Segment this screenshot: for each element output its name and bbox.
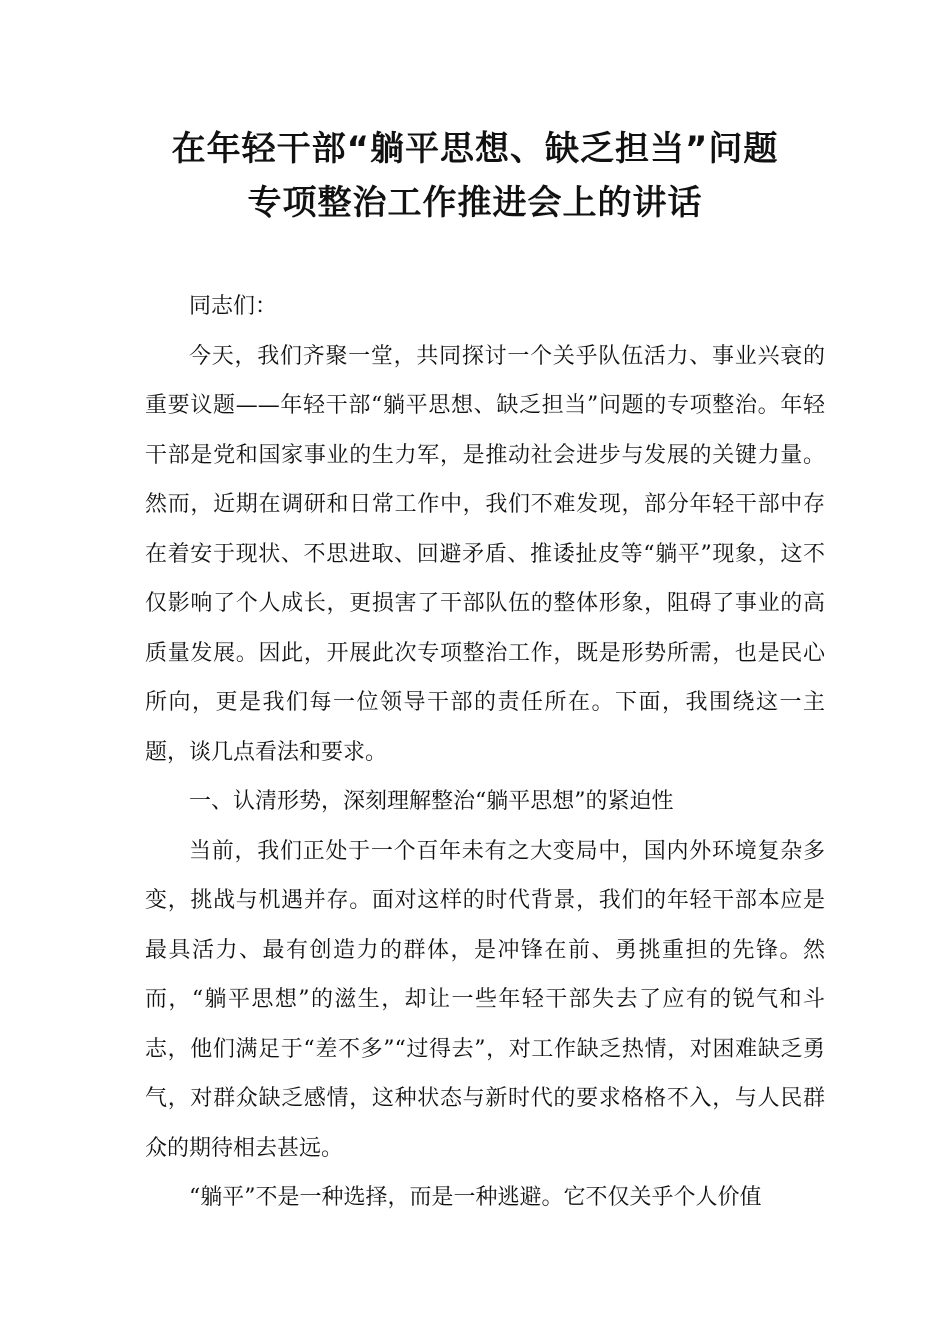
document-body [145,282,825,1223]
paragraph-situation: 当前，我们正处于一个百年未有之大变局中，国内外环境复杂多变，挑战与机遇并存。面对这样的时代背景，我们的年轻干部本应是最具活力、最有创造力的群体，是冲锋在前、勇挑重担的先锋。然而，“躺平思想”的滋生，却让一些年轻干部失去了应有的锐气和斗志，他们满足于“差不多”“过得去”，对工作缺乏热情，对困难缺乏勇气，对群众缺乏感情，这种状态与新时代的要求格格不入，与人民群众的期待相去甚远。 [145,838,825,1161]
salutation: 同志们： [189,294,278,319]
paragraph-lying-flat: “躺平”不是一种选择，而是一种逃避。它不仅关乎个人价值 [189,1185,762,1210]
section-heading-1: 一、认清形势，深刻理解整治“躺平思想”的紧迫性 [189,789,674,814]
document-title-line-1: 在年轻干部“躺平思想、缺乏担当”问题 [171,129,779,169]
document-title-line-2: 专项整治工作推进会上的讲话 [247,183,703,223]
paragraph-intro: 今天，我们齐聚一堂，共同探讨一个关乎队伍活力、事业兴衰的重要议题——年轻干部“躺平思想、缺乏担当”问题的专项整治。年轻干部是党和国家事业的生力军，是推动社会进步与发展的关键力量。然而，近期在调研和日常工作中，我们不难发现，部分年轻干部中存在着安于现状、不思进取、回避矛盾、推诿扯皮等“躺平”现象，这不仅影响了个人成长，更损害了干部队伍的整体形象，阻碍了事业的高质量发展。因此，开展此次专项整治工作，既是形势所需，也是民心所向，更是我们每一位领导干部的责任所在。下面，我围绕这一主题，谈几点看法和要求。 [145,343,825,765]
